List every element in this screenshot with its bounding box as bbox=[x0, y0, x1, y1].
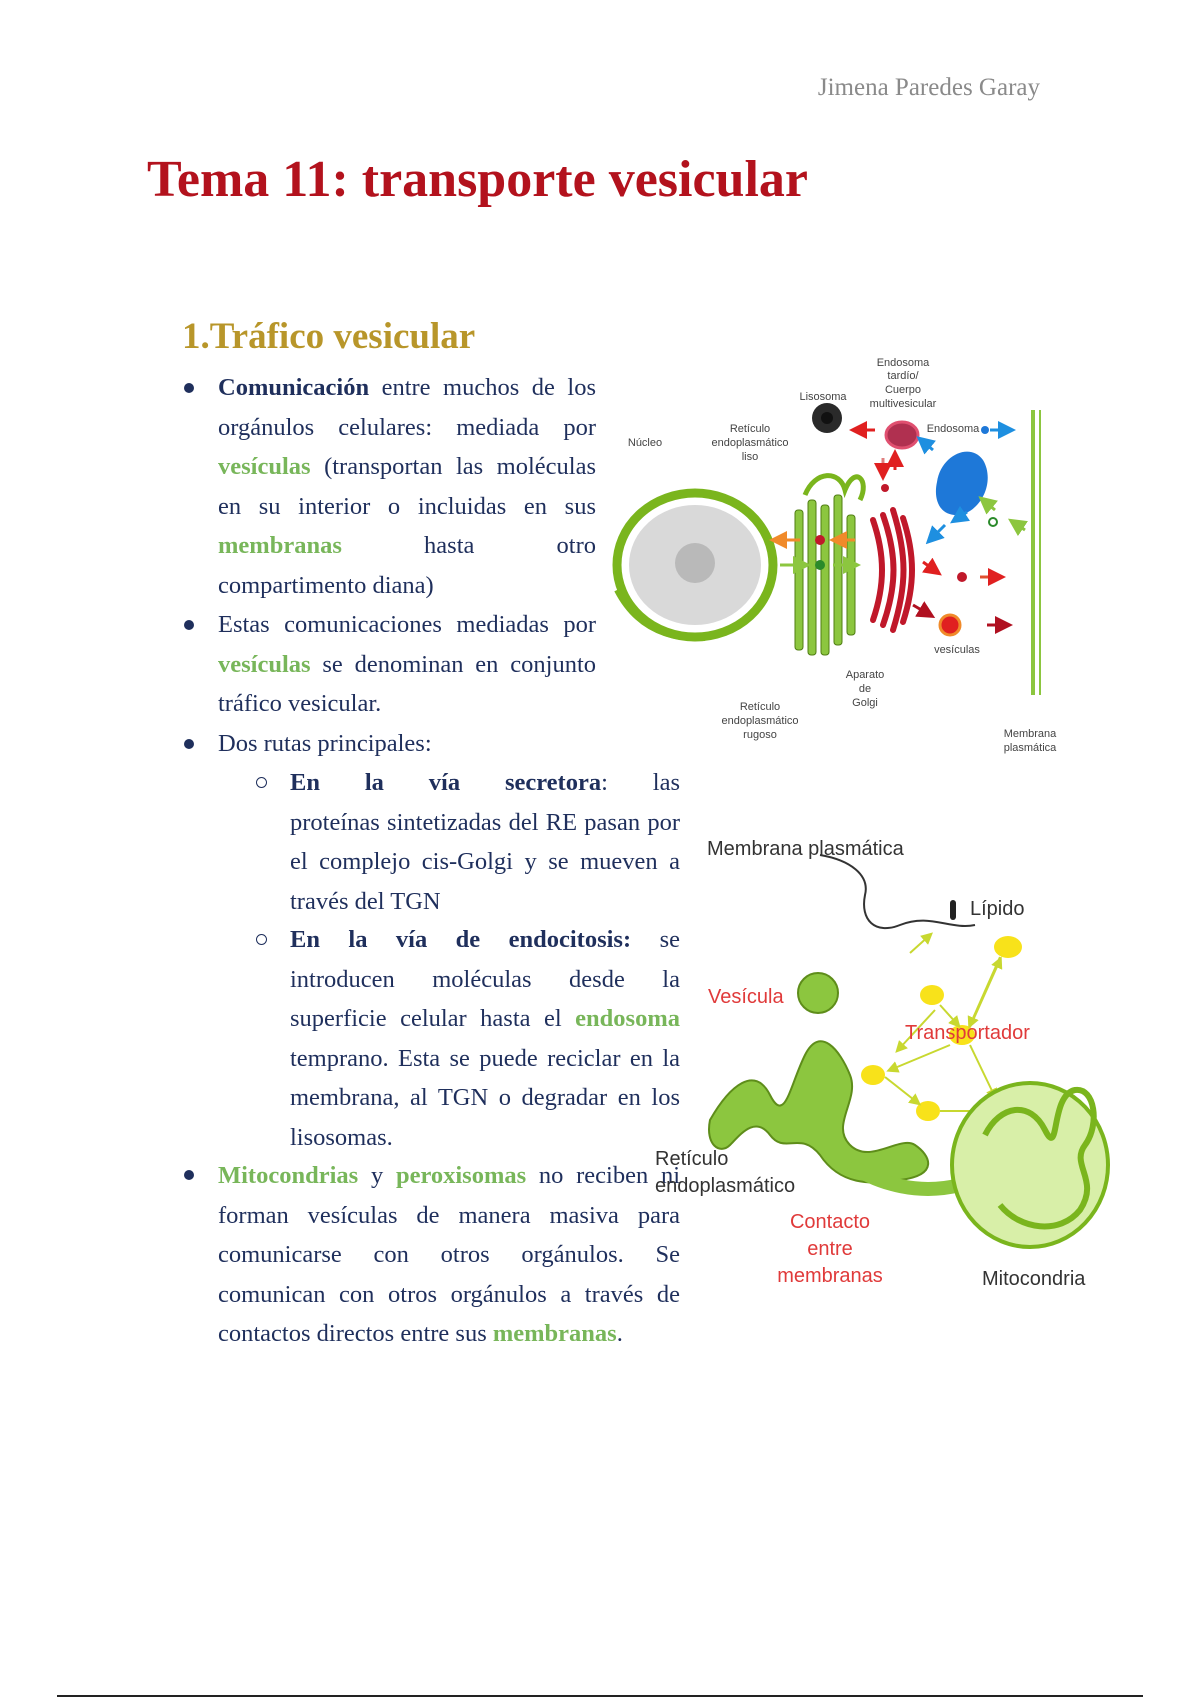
subbullet-secretora bbox=[290, 763, 680, 921]
text: entre muchos de los bbox=[381, 374, 596, 401]
label-contacto-3: membranas bbox=[777, 1265, 883, 1287]
text: hasta otro bbox=[424, 532, 597, 559]
bullet-trafico bbox=[218, 605, 596, 724]
label-rel-2: endoplasmático bbox=[711, 437, 789, 449]
term-peroxisomas: peroxisomas bbox=[395, 1162, 527, 1189]
nucleus-shape bbox=[617, 493, 773, 638]
term-comunicacion: Comunicación bbox=[218, 374, 370, 401]
label-membrana-1: Membrana bbox=[1003, 728, 1057, 740]
author-name: Jimena Paredes Garay bbox=[817, 74, 1040, 101]
text-line: comunican con otros orgánulos a través de bbox=[218, 1280, 680, 1308]
subbullet-circle bbox=[256, 777, 267, 788]
text: se denominan en conjunto bbox=[322, 650, 596, 678]
footer-divider bbox=[57, 1695, 1143, 1697]
text-line: comunicarse con otros orgánulos. Se bbox=[218, 1241, 680, 1268]
golgi-shape bbox=[873, 510, 912, 630]
label-contacto-2: entre bbox=[807, 1238, 853, 1260]
bullet-dot bbox=[184, 620, 194, 630]
text: superficie celular hasta el bbox=[290, 1005, 562, 1032]
label-rer-2: endoplasmático bbox=[721, 715, 799, 727]
section-number: 1. bbox=[182, 316, 210, 357]
text-line: el complejo cis-Golgi y se mueven a bbox=[290, 848, 680, 875]
term-vesiculas: vesículas bbox=[218, 453, 311, 480]
term-membranas: membranas bbox=[218, 532, 342, 559]
term-via-endocitosis: En la vía de endocitosis: bbox=[290, 926, 632, 953]
text-line: compartimento diana) bbox=[218, 571, 434, 599]
bullet-dot bbox=[184, 1170, 194, 1180]
page-title: Tema 11: transporte vesicular bbox=[147, 151, 808, 208]
label-golgi-3: Golgi bbox=[852, 697, 878, 709]
bullet-comunicacion bbox=[218, 368, 596, 605]
bullet-mitocondrias bbox=[218, 1156, 680, 1354]
label-lisosoma: Lisosoma bbox=[799, 391, 847, 403]
endosome-shape bbox=[936, 452, 988, 515]
label-contacto-1: Contacto bbox=[789, 1211, 871, 1233]
text-line: través del TGN bbox=[290, 887, 441, 915]
label-endosoma-tardio-3: Cuerpo bbox=[884, 384, 922, 396]
text-line: en su interior o incluidas en sus bbox=[218, 492, 596, 520]
text-line: membrana, al TGN o degradar en los bbox=[290, 1084, 680, 1111]
bullet-dot bbox=[184, 383, 194, 393]
section-title: Tráfico vesicular bbox=[209, 316, 476, 357]
label-membrana-plasmatica: Membrana plasmática bbox=[707, 838, 904, 860]
label-mitocondria: Mitocondria bbox=[982, 1268, 1086, 1290]
text-line: Estas comunicaciones mediadas por bbox=[218, 611, 596, 638]
label-golgi-2: de bbox=[858, 683, 872, 695]
label-golgi-1: Aparato bbox=[845, 669, 885, 681]
label-lipido: Lípido bbox=[970, 898, 1025, 920]
label-vesicula: Vesícula bbox=[708, 986, 784, 1008]
subbullet-circle bbox=[256, 934, 267, 945]
label-transportador: Transportador bbox=[905, 1022, 1030, 1044]
er-shape bbox=[709, 1041, 928, 1182]
label-endosoma-tardio-1: Endosoma bbox=[876, 357, 930, 369]
lipid-icon bbox=[950, 900, 956, 920]
label-rel-1: Retículo bbox=[729, 423, 771, 435]
bullet-rutas bbox=[218, 724, 596, 764]
figure-vesicular-traffic bbox=[615, 357, 1165, 765]
text-line: proteínas sintetizadas del RE pasan por bbox=[290, 808, 680, 836]
text-line: Dos rutas principales: bbox=[218, 730, 432, 757]
label-rel-3: liso bbox=[741, 451, 759, 463]
subbullet-endocitosis bbox=[290, 920, 680, 1157]
label-vesiculas: vesículas bbox=[934, 644, 980, 656]
text-line: lisosomas. bbox=[290, 1123, 393, 1151]
text: contactos directos entre sus bbox=[218, 1320, 487, 1347]
text: : las bbox=[601, 769, 680, 796]
term-membranas: membranas bbox=[492, 1320, 617, 1347]
term-endosoma: endosoma bbox=[575, 1005, 680, 1032]
text: no reciben ni bbox=[538, 1162, 681, 1189]
label-membrana-2: plasmática bbox=[1003, 742, 1057, 754]
term-mitocondrias: Mitocondrias bbox=[218, 1162, 359, 1189]
text-line: tráfico vesicular. bbox=[218, 690, 382, 717]
vesicle-shape bbox=[798, 973, 838, 1013]
label-endosoma-tardio-2: tardío/ bbox=[887, 370, 919, 382]
label-endosoma-tardio-4: multivesicular bbox=[869, 398, 937, 410]
label-nucleo: Núcleo bbox=[627, 437, 663, 449]
text: . bbox=[616, 1320, 623, 1347]
term-via-secretora: En la vía secretora bbox=[290, 769, 602, 796]
label-reticulo-2: endoplasmático bbox=[655, 1175, 796, 1197]
text-line: temprano. Esta se puede reciclar en la bbox=[290, 1044, 680, 1072]
text-line: introducen moléculas desde la bbox=[290, 965, 680, 993]
label-rer-3: rugoso bbox=[743, 729, 777, 741]
label-reticulo-1: Retículo bbox=[655, 1148, 729, 1170]
late-endosome-shape bbox=[886, 422, 918, 448]
text-line: orgánulos celulares: mediada por bbox=[218, 413, 596, 441]
text-line: forman vesículas de manera masiva para bbox=[218, 1201, 680, 1229]
section-heading bbox=[182, 315, 475, 358]
bullet-dot bbox=[184, 739, 194, 749]
text: se bbox=[659, 926, 680, 953]
label-endosoma: Endosoma bbox=[926, 423, 980, 435]
text: y bbox=[370, 1162, 384, 1189]
mitochondrion-shape bbox=[952, 1083, 1108, 1247]
text: (transportan las moléculas bbox=[324, 453, 597, 480]
label-rer-1: Retículo bbox=[739, 701, 781, 713]
term-vesiculas: vesículas bbox=[218, 650, 311, 678]
